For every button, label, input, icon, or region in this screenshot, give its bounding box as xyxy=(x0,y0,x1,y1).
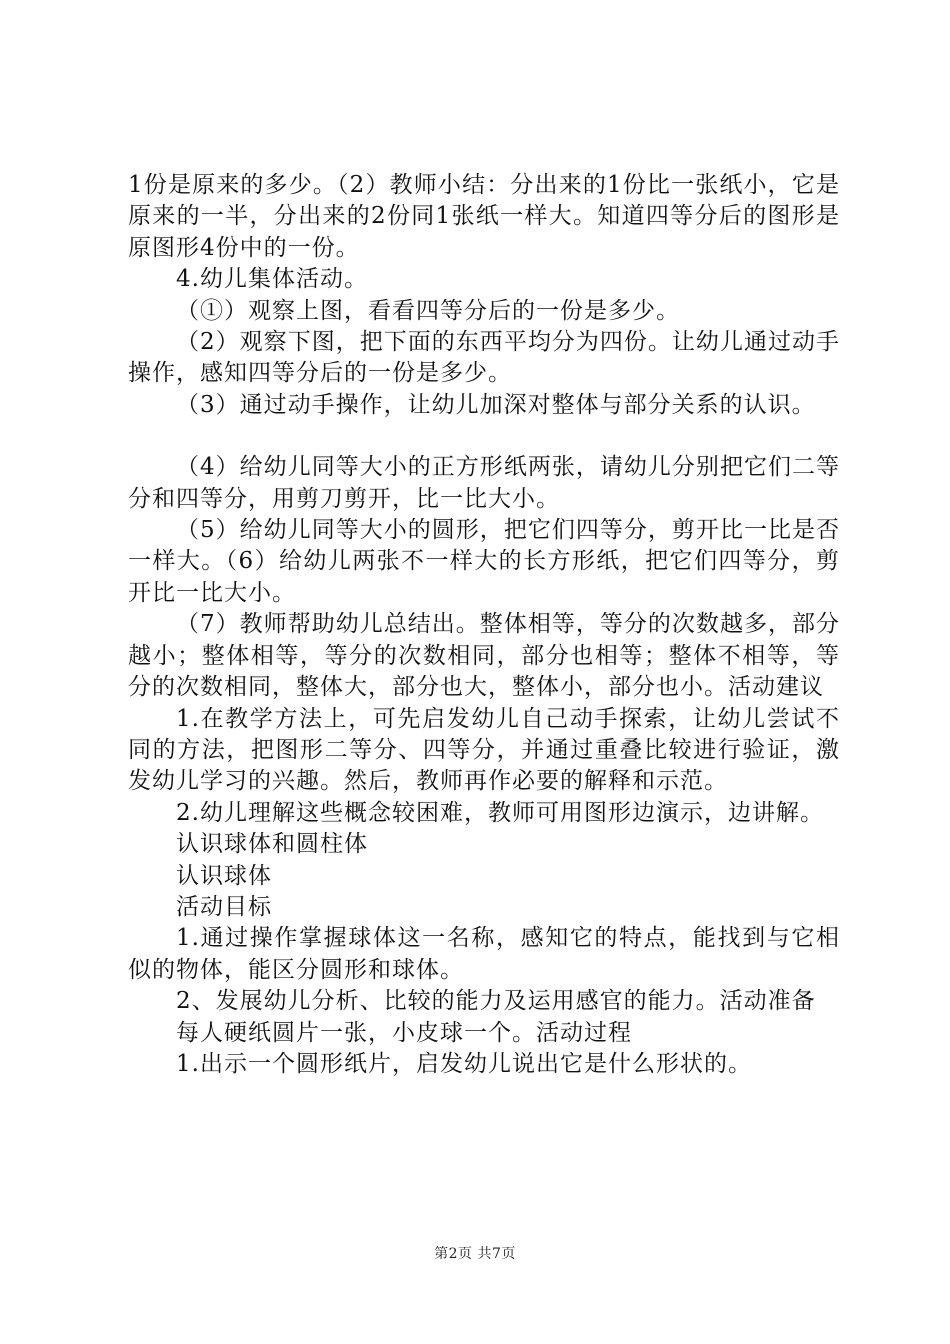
paragraph: 1.在教学方法上，可先启发幼儿自己动手探索，让幼儿尝试不同的方法，把图形二等分、四等分，并通过重叠比较进行验证，激发幼儿学习的兴趣。然后，教师再作必要的解释和示范。 xyxy=(128,705,840,795)
paragraph: （①）观察上图，看看四等分后的一份是多少。 xyxy=(176,297,680,324)
section-subheading: 认识球体 xyxy=(176,862,272,889)
paragraph: （3）通过动手操作，让幼儿加深对整体与部分关系的认识。 xyxy=(176,391,816,418)
paragraph: 2.幼儿理解这些概念较困难，教师可用图形边演示，边讲解。 xyxy=(176,799,824,826)
paragraph: （7）教师帮助幼儿总结出。整体相等，等分的次数越多，部分越小；整体相等，等分的次数相同，部分也相等；整体不相等，等分的次数相同，整体大，部分也大，整体小，部分也小。活动建议 xyxy=(128,611,840,701)
paragraph: 1.通过操作掌握球体这一名称，感知它的特点，能找到与它相似的物体，能区分圆形和球体。 xyxy=(128,925,840,983)
paragraph: （2）观察下图，把下面的东西平均分为四份。让幼儿通过动手操作，感知四等分后的一份是多少。 xyxy=(128,329,840,387)
page-footer: 第2页 共7页 xyxy=(434,1246,516,1262)
paragraph: 2、发展幼儿分析、比较的能力及运用感官的能力。活动准备 xyxy=(176,988,816,1015)
paragraph: 4.幼儿集体活动。 xyxy=(176,266,368,293)
section-heading: 认识球体和圆柱体 xyxy=(176,831,368,858)
section-subheading: 活动目标 xyxy=(176,893,272,920)
paragraph: 1.出示一个圆形纸片，启发幼儿说出它是什么形状的。 xyxy=(176,1050,752,1077)
paragraph: （5）给幼儿同等大小的圆形，把它们四等分，剪开比一比是否一样大。（6）给幼儿两张不一样大的长方形纸，把它们四等分，剪开比一比大小。 xyxy=(128,517,840,606)
paragraph: 1份是原来的多少。（2）教师小结：分出来的1份比一张纸小，它是原来的一半，分出来的2份同1张纸一样大。知道四等分后的图形是原图形4份中的一份。 xyxy=(128,172,840,261)
paragraph: （4）给幼儿同等大小的正方形纸两张，请幼儿分别把它们二等分和四等分，用剪刀剪开，比一比大小。 xyxy=(128,454,840,512)
document-body xyxy=(128,170,840,1080)
paragraph: 每人硬纸圆片一张，小皮球一个。活动过程 xyxy=(176,1019,632,1046)
